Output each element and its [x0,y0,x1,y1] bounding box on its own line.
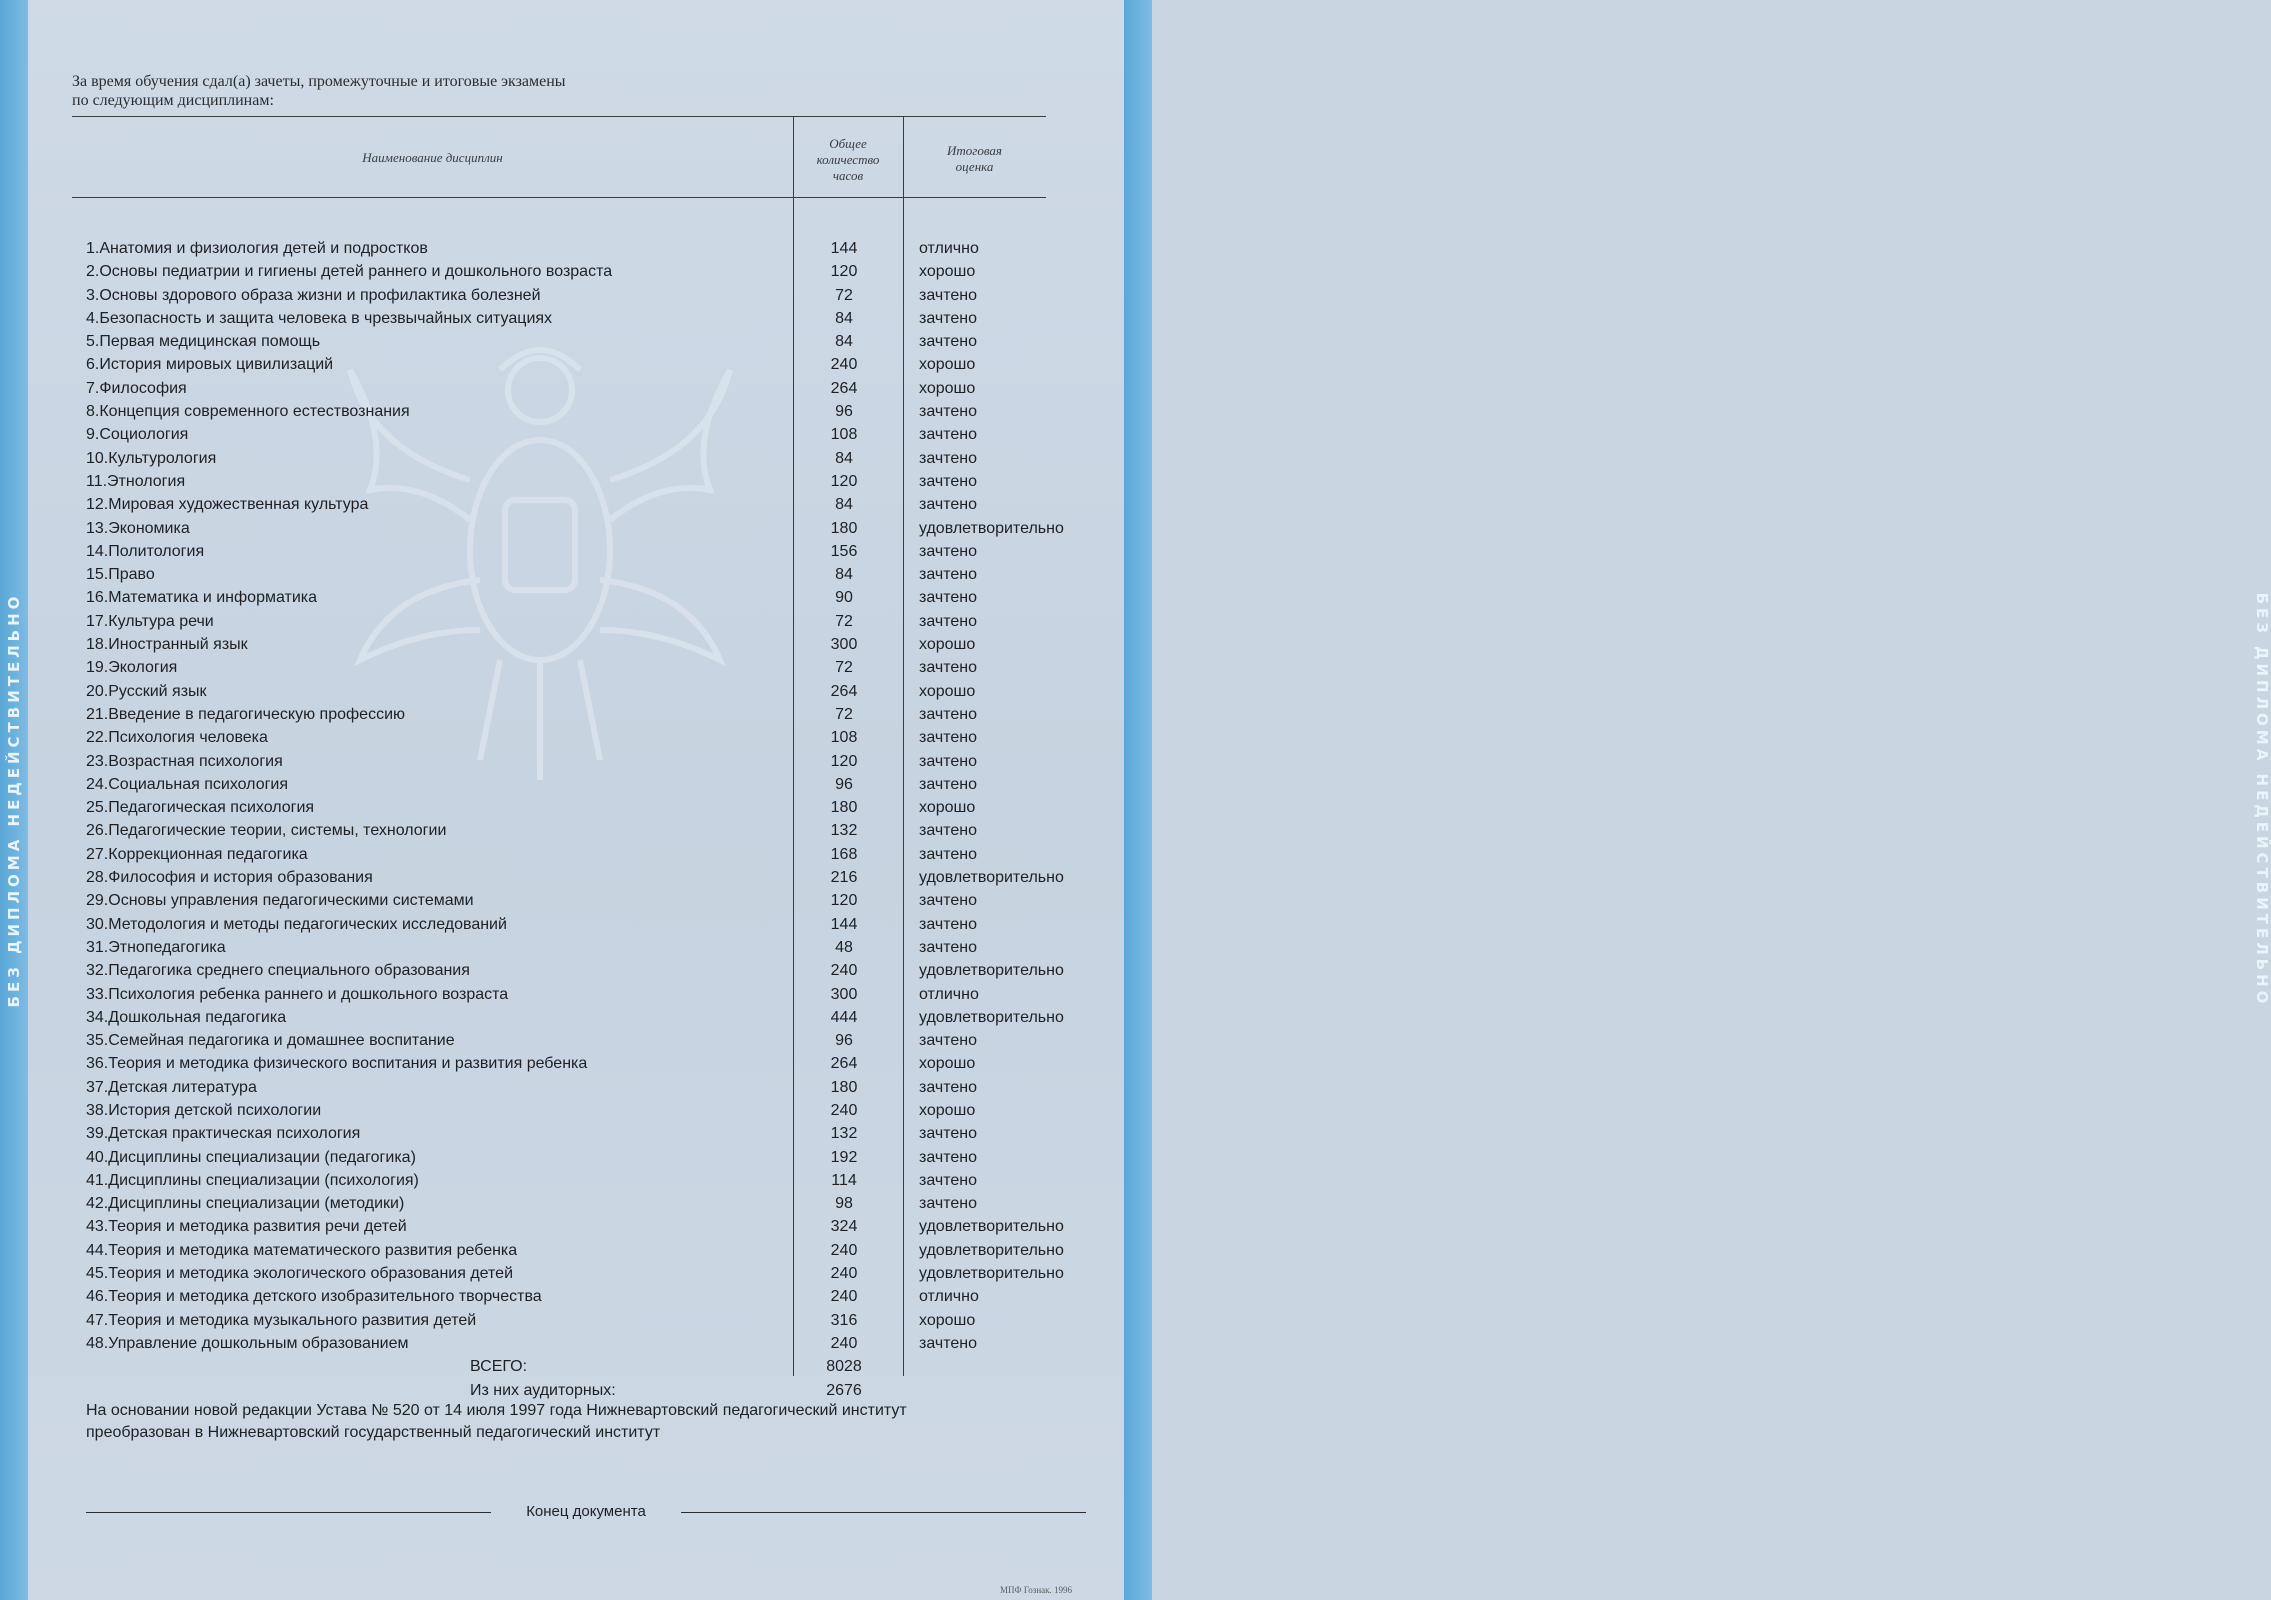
table-row [86,447,1096,470]
discipline-name: 4.Безопасность и защита человека в чрезвычайных ситуациях [86,309,553,327]
discipline-name: 13.Экономика [86,519,190,537]
discipline-hours: 114 [831,1171,857,1189]
discipline-hours: 324 [830,1218,858,1236]
printer-mark: МПФ Гознак. 1996 [1000,1585,1073,1595]
header-final-grade [903,143,1046,175]
discipline-name: 28.Философия и история образования [86,869,373,887]
discipline-name: 38.История детской психологии [86,1101,322,1119]
discipline-name: 29.Основы управления педагогическими системами [86,892,474,910]
discipline-grade: удовлетворительно [919,1008,1064,1026]
left-band-text: БЕЗ ДИПЛОМА НЕДЕЙСТВИТЕЛЬНО [5,592,23,1008]
discipline-grade: удовлетворительно [919,1265,1064,1283]
discipline-hours: 240 [830,1241,858,1259]
header-discipline-name: Наименование дисциплин [362,150,503,165]
discipline-hours: 120 [830,752,858,770]
discipline-name: 43.Теория и методика развития речи детей [86,1218,407,1236]
discipline-hours: 168 [830,845,858,863]
table-row [86,726,1096,749]
discipline-hours: 96 [835,403,853,421]
table-row [86,1192,1096,1215]
discipline-hours: 300 [830,985,858,1003]
discipline-grade: зачтено [919,1148,977,1166]
discipline-hours: 90 [835,589,853,607]
discipline-hours: 444 [830,1008,858,1026]
table-row [86,260,1096,283]
table-row [86,1239,1096,1262]
discipline-grade: зачтено [919,729,977,747]
discipline-grade: хорошо [919,1055,976,1073]
discipline-hours: 120 [830,472,858,490]
discipline-grade: зачтено [919,1195,977,1213]
table-row [86,586,1096,609]
discipline-grade: хорошо [919,1101,976,1119]
discipline-name: 33.Психология ребенка раннего и дошкольного возраста [86,985,509,1003]
discipline-name: 22.Психология человека [86,729,268,747]
discipline-name: 17.Культура речи [86,612,214,630]
header-hours-line-3: часов [832,168,864,183]
discipline-name: 10.Культурология [86,449,217,467]
discipline-name: 36.Теория и методика физического воспитания и развития ребенка [86,1055,588,1073]
discipline-name: 21.Введение в педагогическую профессию [86,705,405,723]
discipline-hours: 240 [830,1265,858,1283]
right-security-band [1124,0,2271,1600]
intro-text [72,72,1072,110]
total-hours-value: 8028 [826,1358,862,1375]
discipline-grade: зачтено [919,449,977,467]
discipline-name: 8.Концепция современного естествознания [86,403,410,421]
disciplines-table [86,237,1096,1355]
discipline-name: 2.Основы педиатрии и гигиены детей раннего и дошкольного возраста [86,263,613,281]
discipline-hours: 180 [830,519,858,537]
header-top-rule [72,116,1046,117]
discipline-name: 20.Русский язык [86,682,207,700]
table-row [86,1029,1096,1052]
discipline-grade: зачтено [919,892,977,910]
table-row [86,1076,1096,1099]
table-row [86,1099,1096,1122]
discipline-grade: зачтено [919,309,977,327]
discipline-hours: 264 [830,379,858,397]
header-grade-line-1: Итоговая [947,143,1002,158]
discipline-grade: зачтено [919,286,977,304]
auditory-hours-value: 2676 [826,1382,862,1399]
discipline-name: 32.Педагогика среднего специального образования [86,962,470,980]
intro-line-2: по следующим дисциплинам: [72,92,274,109]
discipline-grade: зачтено [919,1078,977,1096]
discipline-grade: отлично [919,985,979,1003]
left-security-band [0,0,28,1600]
table-row [86,400,1096,423]
table-row [86,866,1096,889]
discipline-grade: зачтено [919,496,977,514]
header-hours-line-1: Общее [829,136,867,151]
table-row [86,470,1096,493]
table-row [86,913,1096,936]
discipline-name: 34.Дошкольная педагогика [86,1008,287,1026]
discipline-grade: зачтено [919,589,977,607]
table-row [86,353,1096,376]
discipline-hours: 240 [830,962,858,980]
discipline-hours: 72 [835,612,853,630]
table-row [86,540,1096,563]
table-row [86,330,1096,353]
note-line-1: На основании новой редакции Устава № 520 от 14 июля 1997 года Нижневартовский педагогический институт [86,1402,907,1419]
legal-note [86,1400,1086,1444]
discipline-name: 30.Методология и методы педагогических исследований [86,915,507,933]
discipline-grade: удовлетворительно [919,962,1064,980]
discipline-hours: 120 [830,263,858,281]
auditory-label: Из них аудиторных: [470,1382,616,1399]
discipline-grade: хорошо [919,1311,976,1329]
discipline-name: 9.Социология [86,426,189,444]
discipline-grade: зачтено [919,1032,977,1050]
discipline-hours: 132 [830,1125,858,1143]
discipline-grade: удовлетворительно [919,519,1064,537]
discipline-hours: 240 [830,356,858,374]
discipline-grade: зачтено [919,915,977,933]
table-row [86,1052,1096,1075]
discipline-hours: 180 [830,799,858,817]
table-row [86,1309,1096,1332]
note-line-2: преобразован в Нижневартовский государственный педагогический институт [86,1424,661,1441]
table-row [86,1169,1096,1192]
discipline-hours: 98 [835,1195,853,1213]
table-row [86,656,1096,679]
discipline-name: 44.Теория и методика математического развития ребенка [86,1241,518,1259]
discipline-name: 24.Социальная психология [86,775,289,793]
discipline-name: 16.Математика и информатика [86,589,318,607]
document-end-marker [86,1501,1086,1523]
discipline-grade: зачтено [919,566,977,584]
discipline-hours: 144 [830,240,858,257]
discipline-hours: 240 [830,1288,858,1306]
table-row [86,750,1096,773]
end-line-left [86,1512,491,1513]
discipline-hours: 108 [830,729,858,747]
discipline-grade: зачтено [919,333,977,351]
table-row [86,889,1096,912]
table-row [86,237,1096,260]
discipline-grade: хорошо [919,263,976,281]
table-row [86,563,1096,586]
discipline-name: 40.Дисциплины специализации (педагогика) [86,1148,416,1166]
end-line-right [681,1512,1086,1513]
discipline-hours: 84 [835,309,853,327]
intro-line-1: За время обучения сдал(а) зачеты, промежуточные и итоговые экзамены [72,73,566,90]
discipline-hours: 72 [835,705,853,723]
discipline-grade: отлично [919,240,979,257]
header-total-hours [793,136,903,184]
discipline-grade: отлично [919,1288,979,1306]
discipline-hours: 264 [830,1055,858,1073]
discipline-name: 27.Коррекционная педагогика [86,845,308,863]
discipline-name: 14.Политология [86,542,205,560]
discipline-name: 7.Философия [86,379,187,397]
discipline-grade: хорошо [919,682,976,700]
table-row [86,610,1096,633]
discipline-grade: зачтено [919,752,977,770]
discipline-hours: 240 [830,1334,858,1352]
table-row [86,1332,1096,1355]
discipline-name: 48.Управление дошкольным образованием [86,1334,409,1352]
table-row [86,796,1096,819]
discipline-hours: 264 [830,682,858,700]
table-row [86,1146,1096,1169]
table-row [86,377,1096,400]
discipline-grade: зачтено [919,403,977,421]
table-row [86,1285,1096,1308]
discipline-name: 5.Первая медицинская помощь [86,333,321,351]
discipline-grade: хорошо [919,379,976,397]
discipline-grade: зачтено [919,938,977,956]
table-row [86,843,1096,866]
table-row [86,307,1096,330]
discipline-name: 19.Экология [86,659,178,677]
discipline-grade: зачтено [919,775,977,793]
header-bottom-rule [72,197,1046,198]
discipline-hours: 84 [835,333,853,351]
discipline-hours: 316 [830,1311,858,1329]
discipline-hours: 84 [835,449,853,467]
discipline-name: 26.Педагогические теории, системы, технологии [86,822,447,840]
discipline-name: 31.Этнопедагогика [86,938,226,956]
discipline-hours: 144 [830,915,858,933]
discipline-name: 25.Педагогическая психология [86,799,315,817]
discipline-hours: 72 [835,286,853,304]
table-row [86,983,1096,1006]
table-row [86,1215,1096,1238]
header-hours-line-2: количество [816,152,880,167]
discipline-name: 39.Детская практическая психология [86,1125,361,1143]
discipline-grade: зачтено [919,612,977,630]
discipline-grade: зачтено [919,1125,977,1143]
table-row [86,773,1096,796]
discipline-hours: 180 [830,1078,858,1096]
discipline-grade: зачтено [919,822,977,840]
discipline-name: 47.Теория и методика музыкального развития детей [86,1311,477,1329]
discipline-hours: 96 [835,775,853,793]
discipline-name: 18.Иностранный язык [86,636,248,654]
discipline-name: 1.Анатомия и физиология детей и подростков [86,240,428,257]
discipline-grade: удовлетворительно [919,1241,1064,1259]
header-grade-line-2: оценка [955,159,994,174]
discipline-name: 46.Теория и методика детского изобразительного творчества [86,1288,542,1306]
discipline-name: 35.Семейная педагогика и домашнее воспитание [86,1032,455,1050]
discipline-hours: 216 [830,869,858,887]
discipline-name: 15.Право [86,566,155,584]
discipline-hours: 120 [830,892,858,910]
table-row [86,284,1096,307]
discipline-hours: 48 [835,938,853,956]
discipline-hours: 240 [830,1101,858,1119]
discipline-grade: удовлетворительно [919,869,1064,887]
table-row [86,819,1096,842]
discipline-grade: хорошо [919,799,976,817]
discipline-grade: хорошо [919,636,976,654]
discipline-grade: хорошо [919,356,976,374]
discipline-name: 41.Дисциплины специализации (психология) [86,1171,419,1189]
table-row [86,1122,1096,1145]
table-row [86,1262,1096,1285]
table-row [86,423,1096,446]
table-row [86,493,1096,516]
discipline-name: 12.Мировая художественная культура [86,496,369,514]
table-row [86,517,1096,540]
discipline-name: 37.Детская литература [86,1078,257,1096]
discipline-hours: 300 [830,636,858,654]
discipline-hours: 84 [835,496,853,514]
end-text: Конец документа [526,1503,646,1520]
discipline-name: 3.Основы здорового образа жизни и профилактика болезней [86,286,541,304]
discipline-hours: 156 [830,542,858,560]
discipline-grade: зачтено [919,705,977,723]
discipline-name: 42.Дисциплины специализации (методики) [86,1195,405,1213]
discipline-hours: 192 [830,1148,858,1166]
table-row [86,936,1096,959]
discipline-grade: зачтено [919,1334,977,1352]
discipline-name: 11.Этнология [86,472,186,490]
discipline-hours: 96 [835,1032,853,1050]
discipline-grade: зачтено [919,659,977,677]
table-row [86,1006,1096,1029]
table-row [86,680,1096,703]
discipline-name: 6.История мировых цивилизаций [86,356,334,374]
table-row [86,703,1096,726]
discipline-grade: удовлетворительно [919,1218,1064,1236]
discipline-hours: 72 [835,659,853,677]
discipline-grade: зачтено [919,542,977,560]
discipline-grade: зачтено [919,1171,977,1189]
total-label: ВСЕГО: [470,1358,528,1375]
discipline-hours: 84 [835,566,853,584]
table-row [86,959,1096,982]
discipline-grade: зачтено [919,426,977,444]
table-row [86,633,1096,656]
discipline-name: 23.Возрастная психология [86,752,283,770]
discipline-hours: 132 [830,822,858,840]
right-band-text: БЕЗ ДИПЛОМА НЕДЕЙСТВИТЕЛЬНО [2253,592,2271,1008]
discipline-grade: зачтено [919,472,977,490]
discipline-grade: зачтено [919,845,977,863]
discipline-hours: 108 [830,426,858,444]
discipline-name: 45.Теория и методика экологического образования детей [86,1265,514,1283]
